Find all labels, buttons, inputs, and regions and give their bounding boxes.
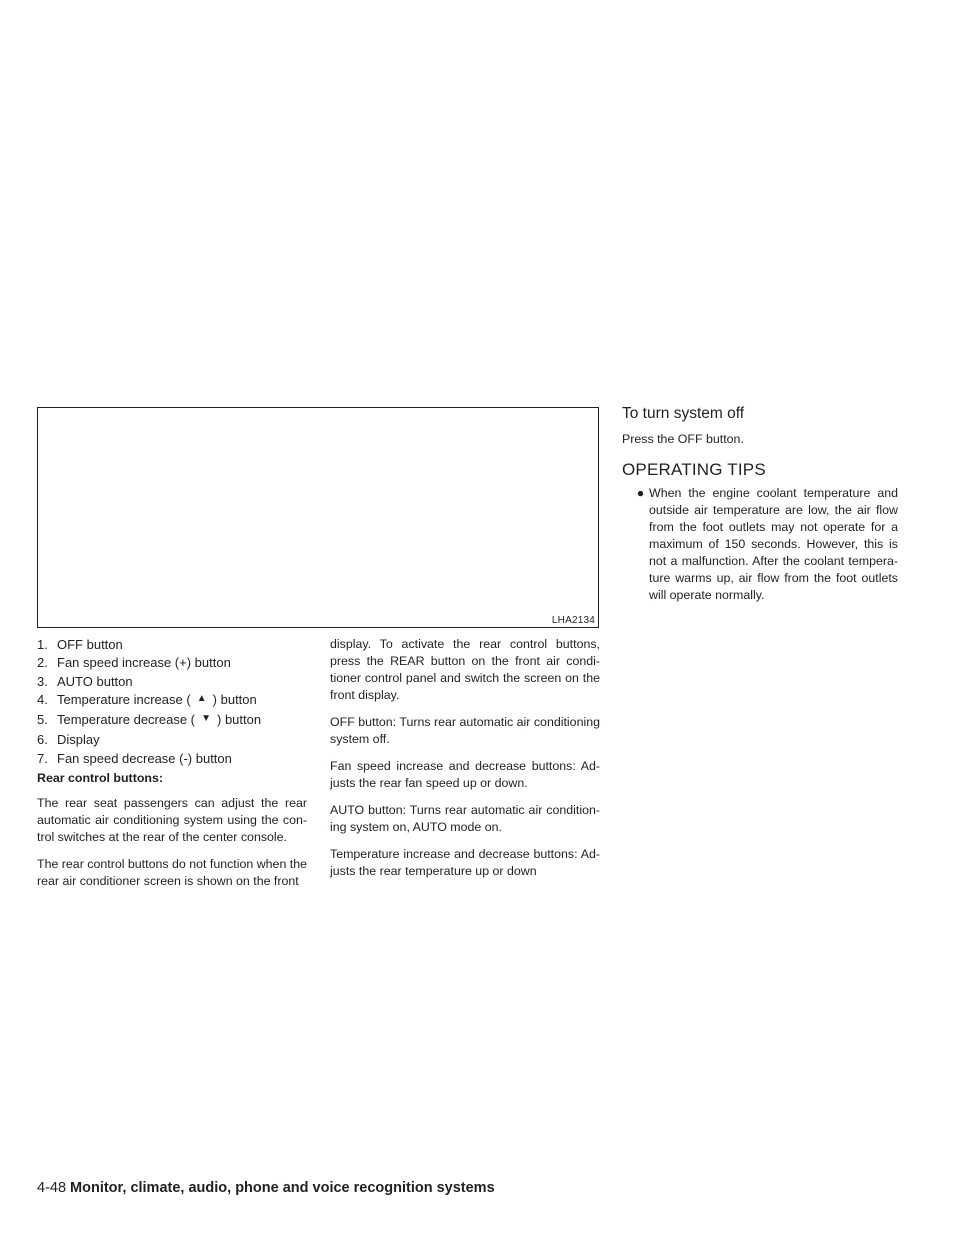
tips-heading: OPERATING TIPS	[622, 460, 766, 479]
paragraph: Fan speed increase and decrease buttons: Ad- justs the rear fan speed up or down.	[330, 759, 600, 790]
paragraph: OFF button: Turns rear automatic air conditioning system off.	[330, 715, 600, 746]
right-column	[622, 405, 898, 604]
legend-item: 1. OFF button	[37, 637, 123, 652]
section-heading: To turn system off	[622, 405, 745, 422]
triangle-down-icon: ▼	[201, 713, 211, 725]
legend-item: 2. Fan speed increase (+) button	[37, 655, 231, 671]
legend-item: 7. Fan speed decrease (-) button	[37, 750, 232, 766]
paragraph: Temperature increase and decrease buttons: Ad- justs the rear temperature up or down	[330, 847, 600, 878]
chapter-title: Monitor, climate, audio, phone and voice recognition systems	[70, 1180, 495, 1196]
page-number: 4-48	[37, 1180, 67, 1196]
paragraph: The rear control buttons do not function when the rear air conditioner screen is shown on the front	[37, 857, 308, 889]
figure-label: LHA2134	[551, 615, 595, 626]
legend-list	[37, 636, 307, 768]
legend-item: 6. Display	[37, 732, 100, 748]
legend-item: 4. Temperature increase ( ▲ ) button	[37, 691, 257, 707]
figure-frame	[37, 407, 599, 628]
paragraph: Press the OFF button.	[622, 432, 744, 446]
page-footer	[37, 1180, 495, 1196]
left-column	[37, 636, 307, 900]
paragraph: The rear seat passengers can adjust the rear automatic air conditioning system using the con- trol switches at the rear of the center console.	[37, 796, 307, 845]
legend-item: 3. AUTO button	[37, 673, 133, 689]
tip-item: ● When the engine coolant temperature and outside air temperature are low, the air flow from the foot outlets may not operate for a maximum of 150 seconds. However, this is not a malfunction. After the coolant tempera- ture warms up, air flow from the foot outlets will operate normally.	[622, 485, 898, 604]
rear-controls-heading: Rear control buttons:	[37, 771, 163, 786]
bullet-icon: ●	[636, 486, 645, 500]
triangle-up-icon: ▲	[196, 692, 207, 704]
paragraph: display. To activate the rear control buttons, press the REAR button on the front air condi- tioner control panel and switch the screen on the front display.	[330, 637, 600, 702]
paragraph: AUTO button: Turns rear automatic air condition- ing system on, AUTO mode on.	[330, 803, 600, 834]
legend-item: 5. Temperature decrease ( ▼ ) button	[37, 712, 262, 728]
middle-column	[330, 636, 600, 890]
